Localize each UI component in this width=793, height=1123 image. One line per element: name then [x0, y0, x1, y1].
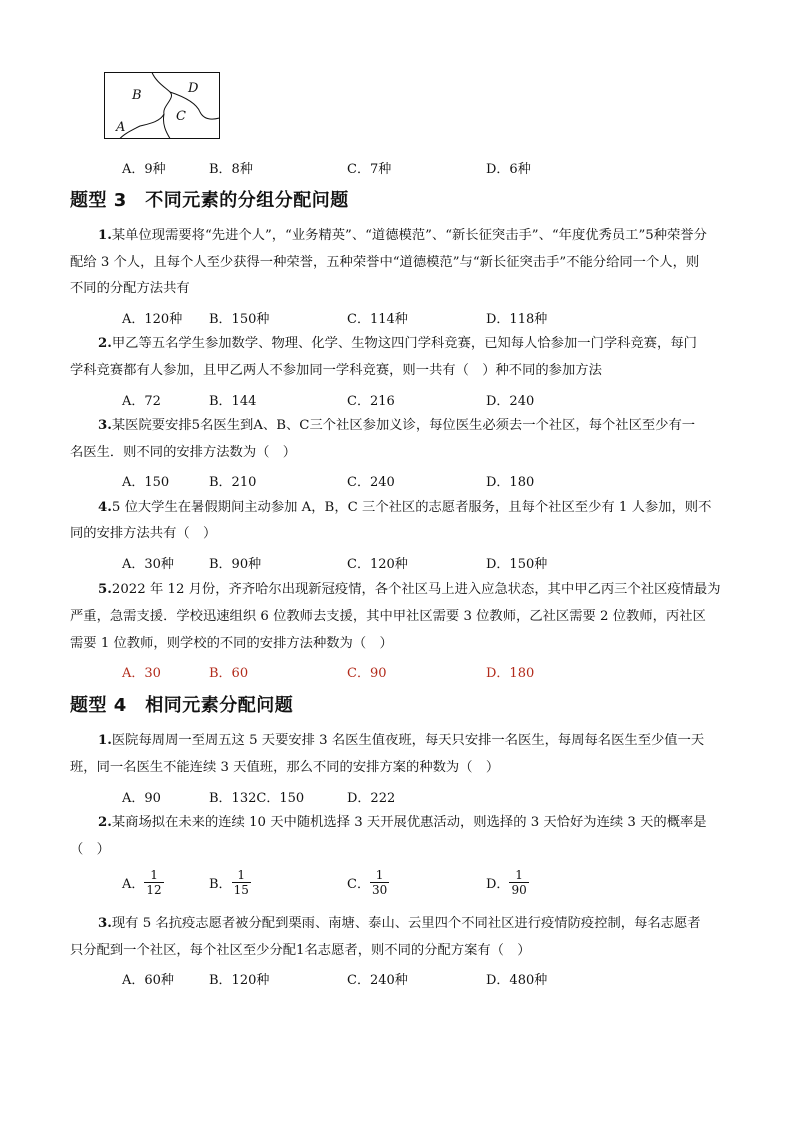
- s3-q2-line2: 学科竞赛都有人参加，且甲乙两人不参加同一学科竞赛，则一共有（ ）种不同的参加方法: [70, 363, 602, 378]
- fraction-numerator: 1: [237, 868, 246, 882]
- s3-q5-line3: 需要 1 位教师，则学校的不同的安排方法种数为（ ）: [70, 636, 393, 651]
- s4-q2-option-c-letter: C．: [347, 877, 370, 892]
- map-label-d: D: [188, 81, 199, 96]
- s4-q1-option-d: D．222: [347, 791, 396, 806]
- s4-q3-line1: [98, 911, 701, 937]
- fraction-denominator: 30: [371, 883, 388, 897]
- s4-q1-option-a: A．90: [122, 791, 161, 806]
- fraction-numerator: 1: [515, 868, 523, 882]
- s3-q4-line2: 同的安排方法共有（ ）: [70, 526, 217, 541]
- s4-q2-option-d-fraction: [509, 868, 528, 897]
- s3-q3-line1: [98, 413, 695, 439]
- s4-q2-option-a: [122, 868, 164, 897]
- s3-q3-option-c: C．240: [347, 475, 395, 490]
- s4-q3-option-c: C．240种: [347, 973, 408, 988]
- s3-q2-line1: [98, 331, 697, 357]
- q0-option-c: C．7种: [347, 162, 392, 177]
- s4-q2-option-b: [209, 868, 251, 897]
- s3-q1-option-b: B．150种: [209, 312, 270, 327]
- s3-q3-option-b: B．210: [209, 475, 257, 490]
- q0-option-d: D．6种: [486, 162, 531, 177]
- s3-q1-number: 1.: [98, 228, 112, 243]
- fraction-denominator: 90: [511, 883, 527, 897]
- s3-q1-line1: [98, 223, 707, 249]
- s4-q3-option-a: A．60种: [122, 973, 174, 988]
- s3-q3-text: 某医院要安排5名医生到A、B、C三个社区参加义诊，每位医生必须去一个社区，每个社区至少有一: [111, 418, 696, 433]
- s4-q2-option-d: [486, 868, 529, 897]
- region-map-figure: [104, 72, 222, 140]
- s3-q3-line2: 名医生．则不同的安排方法数为（ ）: [70, 445, 297, 460]
- map-boundary-c: [163, 114, 170, 139]
- s4-q2-option-d-letter: D．: [486, 877, 510, 892]
- section3-title: 题型 3 不同元素的分组分配问题: [70, 190, 349, 211]
- s3-q2-number: 2.: [98, 336, 112, 351]
- s3-q2-text: 甲乙等五名学生参加数学、物理、化学、生物这四门学科竞赛，已知每人恰参加一门学科竞赛，每门: [111, 336, 697, 351]
- s3-q3-option-a: A．150: [122, 475, 170, 490]
- s3-q5-option-c: C．90: [347, 666, 387, 681]
- s3-q5-option-b: B．60: [209, 666, 249, 681]
- s4-q1-option-b: B．132C．150: [209, 791, 305, 806]
- s3-q5-text: 2022 年 12 月份，齐齐哈尔出现新冠疫情，各个社区马上进入应急状态，其中甲乙丙三个社区疫情最为: [111, 582, 721, 597]
- s3-q4-text: 5 位大学生在暑假期间主动参加 A，B，C 三个社区的志愿者服务，且每个社区至少有 1 人参加，则不: [111, 500, 712, 515]
- fraction-denominator: 15: [233, 883, 249, 897]
- fraction-denominator: 12: [146, 883, 162, 897]
- s4-q1-text: 医院每周周一至周五这 5 天要安排 3 名医生值夜班，每天只安排一名医生，每周每名医生至少值一天: [111, 733, 705, 748]
- s4-q3-line2: 只分配到一个社区，每个社区至少分配1名志愿者，则不同的分配方案有（ ）: [70, 943, 531, 958]
- s3-q5-option-d: D．180: [486, 666, 535, 681]
- q0-option-a: A．9种: [122, 162, 166, 177]
- section4-title: 题型 4 相同元素分配问题: [70, 695, 294, 716]
- s4-q3-option-b: B．120种: [209, 973, 270, 988]
- s3-q1-line2: 配给 3 个人，且每个人至少获得一种荣誉，五种荣誉中“道德模范”与“新长征突击手”不能分给同一个人，则: [70, 255, 700, 270]
- s3-q4-number: 4.: [98, 500, 112, 515]
- s3-q3-option-d: D．180: [486, 475, 535, 490]
- s4-q1-line2: 班，同一名医生不能连续 3 天值班，那么不同的安排方案的种数为（ ）: [70, 760, 500, 775]
- s3-q4-option-c: C．120种: [347, 557, 408, 572]
- s3-q4-line1: [98, 495, 711, 521]
- s3-q1-option-a: A．120种: [122, 312, 183, 327]
- s4-q3-number: 3.: [98, 916, 112, 931]
- s4-q1-number: 1.: [98, 733, 112, 748]
- map-label-c: C: [176, 109, 186, 124]
- s3-q3-number: 3.: [98, 418, 112, 433]
- fraction-numerator: 1: [150, 868, 158, 882]
- s4-q2-option-a-letter: A．: [122, 877, 145, 892]
- s4-q2-option-c-fraction: [370, 868, 389, 897]
- s4-q1-line1: [98, 728, 704, 754]
- s4-q2-option-a-fraction: [144, 868, 163, 897]
- s3-q1-text: 某单位现需要将“先进个人”，“业务精英”、“道德模范”、“新长征突击手”、“年度优秀员工”5种荣誉分: [111, 228, 707, 243]
- s3-q1-option-d: D．118种: [486, 312, 548, 327]
- s4-q2-line2: （ ）: [70, 842, 110, 857]
- s3-q1-option-c: C．114种: [347, 312, 408, 327]
- s3-q4-option-b: B．90种: [209, 557, 262, 572]
- q0-option-b: B．8种: [209, 162, 253, 177]
- s4-q2-option-b-fraction: [232, 868, 251, 897]
- s3-q5-line1: [98, 577, 721, 603]
- s4-q2-option-c: [347, 868, 389, 897]
- map-boundary-b: [120, 73, 172, 139]
- s4-q2-text: 某商场拟在未来的连续 10 天中随机选择 3 天开展优惠活动，则选择的 3 天恰好为连续 3 天的概率是: [111, 815, 707, 830]
- s4-q2-number: 2.: [98, 815, 112, 830]
- s3-q5-line2: 严重，急需支援．学校迅速组织 6 位教师去支援，其中甲社区需要 3 位教师，乙社区需要 2 位教师，丙社区: [70, 609, 706, 624]
- s3-q4-option-a: A．30种: [122, 557, 174, 572]
- s4-q3-text: 现有 5 名抗疫志愿者被分配到栗雨、南塘、泰山、云里四个不同社区进行疫情防疫控制，每名志愿者: [111, 916, 701, 931]
- s3-q2-option-a: A．72: [122, 394, 161, 409]
- s3-q5-number: 5.: [98, 582, 112, 597]
- s3-q2-option-d: D．240: [486, 394, 535, 409]
- s4-q2-line1: [98, 810, 707, 836]
- s4-q3-option-d: D．480种: [486, 973, 548, 988]
- s3-q2-option-c: C．216: [347, 394, 395, 409]
- s3-q1-line3: 不同的分配方法共有: [70, 281, 190, 296]
- s3-q5-option-a: A．30: [122, 666, 161, 681]
- map-label-b: B: [132, 88, 142, 103]
- fraction-numerator: 1: [375, 868, 384, 882]
- s3-q2-option-b: B．144: [209, 394, 257, 409]
- s4-q2-option-b-letter: B．: [209, 877, 232, 892]
- map-label-a: A: [116, 120, 126, 135]
- s3-q4-option-d: D．150种: [486, 557, 548, 572]
